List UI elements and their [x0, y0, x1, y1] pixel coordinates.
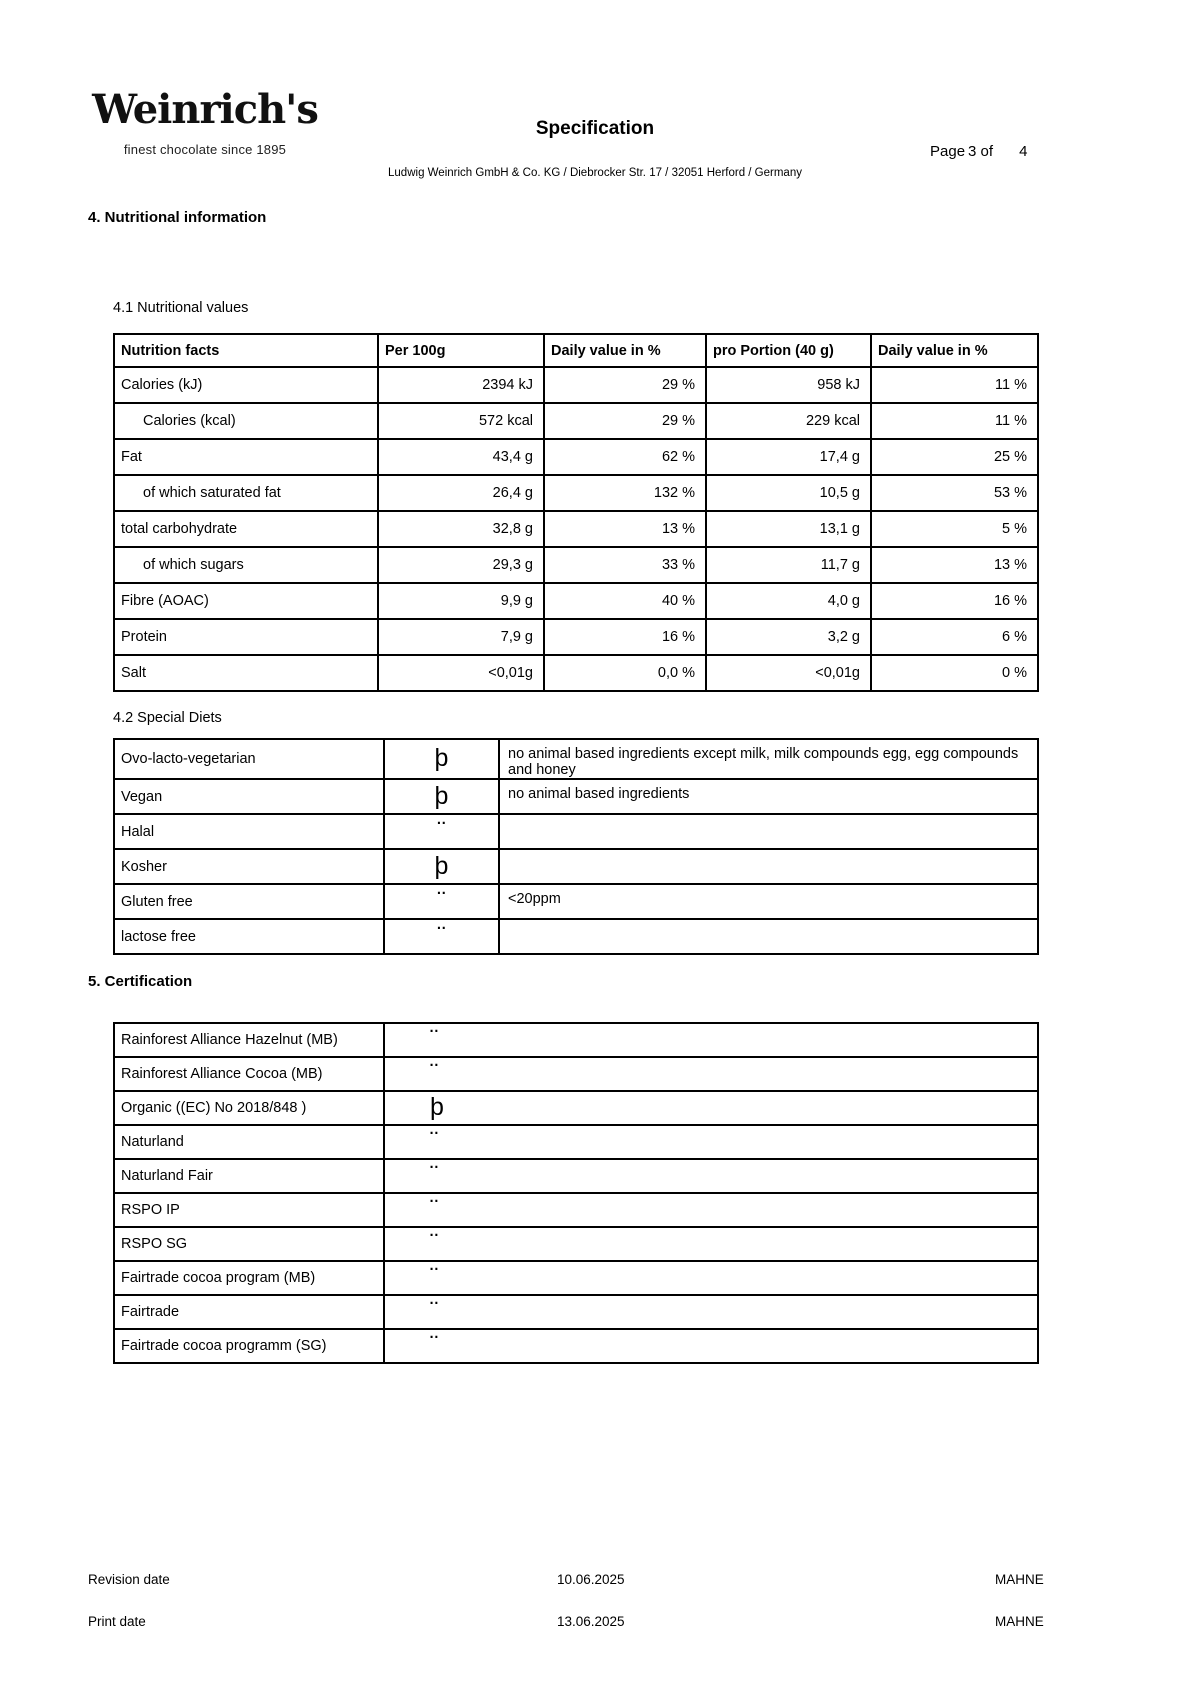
checkbox-mark	[384, 884, 499, 919]
certification-label: Organic ((EC) No 2018/848 )	[114, 1091, 384, 1125]
subsection-heading-special-diets: 4.2 Special Diets	[113, 710, 222, 726]
checkbox-mark	[384, 919, 499, 954]
table-cell: 29 %	[544, 367, 706, 403]
diet-label: Ovo-lacto-vegetarian	[114, 739, 384, 779]
checkbox-mark	[384, 779, 499, 814]
table-cell: <0,01g	[706, 655, 871, 691]
table-cell: 3,2 g	[706, 619, 871, 655]
table-row	[114, 367, 1038, 403]
page-indicator-label: Page	[930, 143, 966, 160]
diet-note: no animal based ingredients	[499, 779, 1038, 814]
unchecked-box-glyph: ¨	[430, 1195, 439, 1223]
nutrient-label: Calories (kJ)	[114, 367, 378, 403]
checkbox-mark	[384, 1091, 1038, 1125]
table-row	[114, 583, 1038, 619]
column-header: Nutrition facts	[114, 334, 378, 367]
table-cell: <0,01g	[378, 655, 544, 691]
table-cell: 33 %	[544, 547, 706, 583]
company-address-line: Ludwig Weinrich GmbH & Co. KG / Diebrocker Str. 17 / 32051 Herford / Germany	[388, 167, 802, 179]
checkbox-mark	[384, 814, 499, 849]
table-cell: 958 kJ	[706, 367, 871, 403]
certification-table	[113, 1022, 1039, 1364]
table-cell: 10,5 g	[706, 475, 871, 511]
table-cell: 16 %	[871, 583, 1038, 619]
footer-author: MAHNE	[995, 1572, 1044, 1587]
footer-label: Print date	[88, 1614, 146, 1629]
checkbox-mark	[384, 1193, 1038, 1227]
footer-date: 13.06.2025	[557, 1614, 625, 1629]
table-cell: 40 %	[544, 583, 706, 619]
certification-label: Rainforest Alliance Hazelnut (MB)	[114, 1023, 384, 1057]
table-cell: 229 kcal	[706, 403, 871, 439]
table-row	[114, 1227, 1038, 1261]
section-heading-nutritional-information: 4. Nutritional information	[88, 209, 267, 226]
table-cell: 32,8 g	[378, 511, 544, 547]
table-cell: 7,9 g	[378, 619, 544, 655]
table-row	[114, 619, 1038, 655]
unchecked-box-glyph: ¨	[430, 1263, 439, 1291]
table-row	[114, 511, 1038, 547]
diet-label: Halal	[114, 814, 384, 849]
nutrient-label: Calories (kcal)	[114, 403, 378, 439]
table-row	[114, 1193, 1038, 1227]
nutrient-label: Salt	[114, 655, 378, 691]
certification-label: Fairtrade cocoa programm (SG)	[114, 1329, 384, 1363]
diet-note	[499, 919, 1038, 954]
diet-label: Kosher	[114, 849, 384, 884]
brand-logo-text: Weinrich's	[92, 86, 318, 133]
checked-box-glyph: þ	[434, 744, 449, 772]
table-cell: 53 %	[871, 475, 1038, 511]
checkbox-mark	[384, 1261, 1038, 1295]
table-cell: 132 %	[544, 475, 706, 511]
nutrient-label: of which saturated fat	[114, 475, 378, 511]
table-cell: 13 %	[871, 547, 1038, 583]
table-row	[114, 1057, 1038, 1091]
table-row	[114, 849, 1038, 884]
section-heading-certification: 5. Certification	[88, 973, 193, 990]
nutrient-label: Fibre (AOAC)	[114, 583, 378, 619]
table-row	[114, 1159, 1038, 1193]
column-header: Per 100g	[378, 334, 544, 367]
checkbox-mark	[384, 1023, 1038, 1057]
nutrient-label: Fat	[114, 439, 378, 475]
table-row	[114, 779, 1038, 814]
checked-box-glyph: þ	[430, 1093, 444, 1121]
diet-label: lactose free	[114, 919, 384, 954]
unchecked-box-glyph: ¨	[437, 921, 446, 950]
table-row	[114, 403, 1038, 439]
table-row	[114, 1125, 1038, 1159]
diet-note: no animal based ingredients except milk, milk compounds egg, egg compounds and honey	[499, 739, 1038, 779]
table-cell: 0,0 %	[544, 655, 706, 691]
table-row	[114, 1261, 1038, 1295]
checkbox-mark	[384, 1057, 1038, 1091]
nutrient-label: total carbohydrate	[114, 511, 378, 547]
nutrition-facts-table	[113, 333, 1039, 692]
unchecked-box-glyph: ¨	[430, 1025, 439, 1053]
footer-print-row	[0, 1614, 1190, 1634]
checkbox-mark	[384, 1125, 1038, 1159]
table-row	[114, 1091, 1038, 1125]
checkbox-mark	[384, 1159, 1038, 1193]
table-cell: 29 %	[544, 403, 706, 439]
table-cell: 43,4 g	[378, 439, 544, 475]
table-row	[114, 1329, 1038, 1363]
unchecked-box-glyph: ¨	[430, 1297, 439, 1325]
table-row	[114, 919, 1038, 954]
footer-date: 10.06.2025	[557, 1572, 625, 1587]
unchecked-box-glyph: ¨	[430, 1059, 439, 1087]
certification-label: Rainforest Alliance Cocoa (MB)	[114, 1057, 384, 1091]
unchecked-box-glyph: ¨	[430, 1229, 439, 1257]
special-diets-table	[113, 738, 1039, 955]
certification-label: RSPO SG	[114, 1227, 384, 1261]
table-cell: 13,1 g	[706, 511, 871, 547]
table-cell: 5 %	[871, 511, 1038, 547]
table-cell: 17,4 g	[706, 439, 871, 475]
nutrient-label: of which sugars	[114, 547, 378, 583]
page-indicator	[930, 143, 1027, 160]
table-row	[114, 547, 1038, 583]
table-header-row	[114, 334, 1038, 367]
table-cell: 2394 kJ	[378, 367, 544, 403]
subsection-heading-nutritional-values: 4.1 Nutritional values	[113, 300, 249, 316]
diet-label: Gluten free	[114, 884, 384, 919]
unchecked-box-glyph: ¨	[430, 1331, 439, 1359]
diet-note	[499, 849, 1038, 884]
nutrient-label: Protein	[114, 619, 378, 655]
table-row	[114, 1023, 1038, 1057]
page-indicator-current: 3 of	[968, 143, 994, 160]
table-cell: 62 %	[544, 439, 706, 475]
unchecked-box-glyph: ¨	[430, 1127, 439, 1155]
certification-label: Naturland	[114, 1125, 384, 1159]
table-cell: 26,4 g	[378, 475, 544, 511]
footer-label: Revision date	[88, 1572, 170, 1587]
unchecked-box-glyph: ¨	[437, 886, 446, 915]
table-cell: 13 %	[544, 511, 706, 547]
table-row	[114, 655, 1038, 691]
table-row	[114, 475, 1038, 511]
table-row	[114, 739, 1038, 779]
unchecked-box-glyph: ¨	[430, 1161, 439, 1189]
table-cell: 11 %	[871, 403, 1038, 439]
checkbox-mark	[384, 739, 499, 779]
footer-revision-row	[0, 1572, 1190, 1592]
diet-label: Vegan	[114, 779, 384, 814]
column-header: pro Portion (40 g)	[706, 334, 871, 367]
footer-author: MAHNE	[995, 1614, 1044, 1629]
checkbox-mark	[384, 1329, 1038, 1363]
diet-note	[499, 814, 1038, 849]
certification-label: Naturland Fair	[114, 1159, 384, 1193]
table-cell: 9,9 g	[378, 583, 544, 619]
unchecked-box-glyph: ¨	[437, 816, 446, 845]
document-title: Specification	[535, 118, 655, 139]
table-cell: 16 %	[544, 619, 706, 655]
checked-box-glyph: þ	[434, 781, 449, 810]
table-cell: 25 %	[871, 439, 1038, 475]
certification-label: RSPO IP	[114, 1193, 384, 1227]
table-row	[114, 884, 1038, 919]
table-cell: 572 kcal	[378, 403, 544, 439]
diet-note: <20ppm	[499, 884, 1038, 919]
certification-label: Fairtrade	[114, 1295, 384, 1329]
table-cell: 0 %	[871, 655, 1038, 691]
page-indicator-total: 4	[1019, 143, 1028, 160]
certification-label: Fairtrade cocoa program (MB)	[114, 1261, 384, 1295]
table-cell: 6 %	[871, 619, 1038, 655]
checkbox-mark	[384, 1295, 1038, 1329]
checkbox-mark	[384, 1227, 1038, 1261]
table-row	[114, 1295, 1038, 1329]
checked-box-glyph: þ	[434, 851, 449, 880]
brand-tagline: finest chocolate since 1895	[123, 142, 287, 157]
table-cell: 11,7 g	[706, 547, 871, 583]
column-header: Daily value in %	[544, 334, 706, 367]
checkbox-mark	[384, 849, 499, 884]
table-cell: 4,0 g	[706, 583, 871, 619]
table-cell: 11 %	[871, 367, 1038, 403]
table-row	[114, 439, 1038, 475]
table-row	[114, 814, 1038, 849]
column-header: Daily value in %	[871, 334, 1038, 367]
table-cell: 29,3 g	[378, 547, 544, 583]
